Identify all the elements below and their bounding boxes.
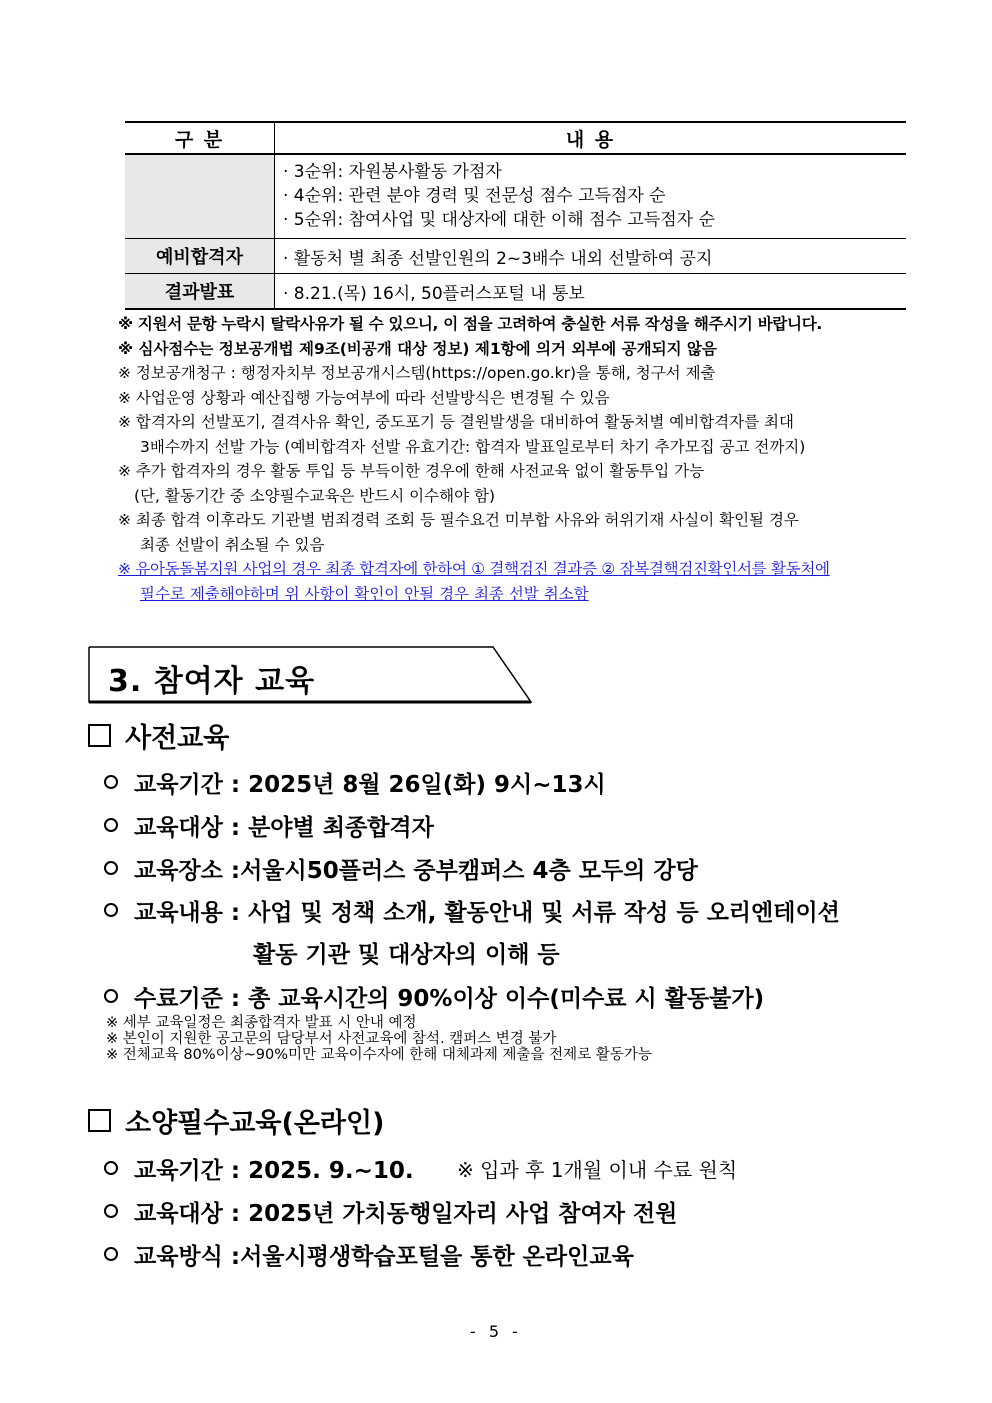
row-content-result: · 8.21.(목) 16시, 50플러스포털 내 통보 xyxy=(275,274,907,310)
item-text: 수료기준 : 총 교육시간의 90%이상 이수(미수료 시 활동불가) xyxy=(134,986,765,1012)
section-title: 3. 참여자 교육 xyxy=(108,664,316,699)
priority-line: · 5순위: 참여사업 및 대상자에 대한 이해 점수 고득점자 순 xyxy=(283,210,715,230)
priority-line: · 3순위: 자원봉사활동 가점자 xyxy=(283,162,502,182)
priority-line: · 4순위: 관련 분야 경력 및 전문성 점수 고득점자 순 xyxy=(283,186,666,206)
circle-bullet-icon xyxy=(104,989,118,1003)
list-item xyxy=(104,852,698,885)
pre-training-heading xyxy=(88,716,229,755)
note: ※ 본인이 지원한 공고문의 담당부서 사전교육에 참석. 캠퍼스 변경 불가 xyxy=(106,1031,557,1047)
checkbox-square-icon xyxy=(88,724,111,747)
note-continuation: 최종 선발이 취소될 수 있음 xyxy=(140,535,325,554)
circle-bullet-icon xyxy=(104,818,118,832)
period-note-text: ※ 입과 후 1개월 이내 수료 원칙 xyxy=(457,1158,738,1182)
section-header xyxy=(88,646,533,704)
circle-bullet-icon xyxy=(104,775,118,789)
note: ※ 합격자의 선발포기, 결격사유 확인, 중도포기 등 결원발생을 대비하여 활동처별 예비합격자를 최대 xyxy=(118,413,794,431)
circle-bullet-icon xyxy=(104,1247,118,1261)
note: ※ 추가 합격자의 경우 활동 투입 등 부득이한 경우에 한해 사전교육 없이 활동투입 가능 xyxy=(118,462,705,480)
note: ※ 전체교육 80%이상~90%미만 교육이수자에 한해 대체과제 제출을 전제로 활동가능 xyxy=(106,1047,652,1063)
item-text: 교육기간 : 2025. 9.~10. xyxy=(134,1158,414,1184)
item-text: 교육방식 :서울시평생학습포털을 통한 온라인교육 xyxy=(134,1244,634,1270)
list-item xyxy=(104,980,764,1013)
note: ※ 세부 교육일정은 최종합격자 발표 시 안내 예정 xyxy=(106,1015,417,1031)
list-item xyxy=(104,766,606,799)
period-note xyxy=(457,1154,737,1183)
note: ※ 최종 합격 이후라도 기관별 범죄경력 조회 등 필수요건 미부합 사유와 허위기재 사실이 확인될 경우 xyxy=(118,511,799,529)
circle-bullet-icon xyxy=(104,861,118,875)
checkbox-square-icon xyxy=(88,1109,111,1132)
item-text: 교육대상 : 2025년 가치동행일자리 사업 참여자 전원 xyxy=(134,1201,678,1227)
note: ※ 사업운영 상황과 예산집행 가능여부에 따라 선발방식은 변경될 수 있음 xyxy=(118,388,610,407)
online-training-heading xyxy=(88,1101,384,1140)
table-header-content: 내 용 xyxy=(275,122,907,154)
row-label-result: 결과발표 xyxy=(125,274,275,310)
row-label-reserve: 예비합격자 xyxy=(125,239,275,274)
notes-block xyxy=(118,312,913,606)
selection-table xyxy=(125,121,906,310)
item-text: 교육내용 : 사업 및 정책 소개, 활동안내 및 서류 작성 등 오리엔테이션 xyxy=(134,900,840,926)
table-cell-empty xyxy=(125,154,275,239)
note: ※ 정보공개청구 : 행정자치부 정보공개시스템(https://open.go.kr)을 통해, 청구서 제출 xyxy=(118,364,716,382)
table-header-category: 구 분 xyxy=(125,122,275,154)
list-item xyxy=(104,809,434,842)
list-item xyxy=(104,1195,677,1228)
note: ※ 심사점수는 정보공개법 제9조(비공개 대상 정보) 제1항에 의거 외부에 공개되지 않음 xyxy=(118,339,717,358)
row-content-reserve: · 활동처 별 최종 선발인원의 2~3배수 내외 선발하여 공지 xyxy=(275,239,907,274)
note-continuation: (단, 활동기간 중 소양필수교육은 반드시 이수해야 함) xyxy=(134,486,496,505)
item-text: 교육장소 :서울시50플러스 중부캠퍼스 4층 모두의 강당 xyxy=(134,858,698,884)
list-item xyxy=(104,1152,414,1185)
list-item xyxy=(104,1238,634,1271)
list-item-continuation xyxy=(253,936,560,969)
item-text: 교육대상 : 분야별 최종합격자 xyxy=(134,815,434,841)
pre-training-title: 사전교육 xyxy=(125,723,230,754)
priority-cell xyxy=(275,154,907,239)
circle-bullet-icon xyxy=(104,1161,118,1175)
circle-bullet-icon xyxy=(104,1204,118,1218)
note-continuation: 3배수까지 선발 가능 (예비합격자 선발 유효기간: 합격자 발표일로부터 차기 추가모집 공고 전까지) xyxy=(140,437,806,456)
note-highlight: ※ 유아동돌봄지원 사업의 경우 최종 합격자에 한하여 ① 결핵검진 결과증 ② 잠복결핵검진확인서를 활동처에 xyxy=(118,560,830,578)
note-highlight-continuation: 필수로 제출해야하며 위 사항이 확인이 안될 경우 최종 선발 취소함 xyxy=(140,584,589,603)
page-number: - 5 - xyxy=(470,1322,522,1341)
list-item xyxy=(104,894,840,927)
circle-bullet-icon xyxy=(104,903,118,917)
note: ※ 지원서 문항 누락시 탈락사유가 될 수 있으니, 이 점을 고려하여 충실한 서류 작성을 해주시기 바랍니다. xyxy=(118,315,822,333)
online-training-title: 소양필수교육(온라인) xyxy=(125,1108,385,1139)
pre-training-notes xyxy=(106,1015,652,1063)
item-text: 교육기간 : 2025년 8월 26일(화) 9시~13시 xyxy=(134,772,606,798)
item-text: 활동 기관 및 대상자의 이해 등 xyxy=(253,942,560,968)
